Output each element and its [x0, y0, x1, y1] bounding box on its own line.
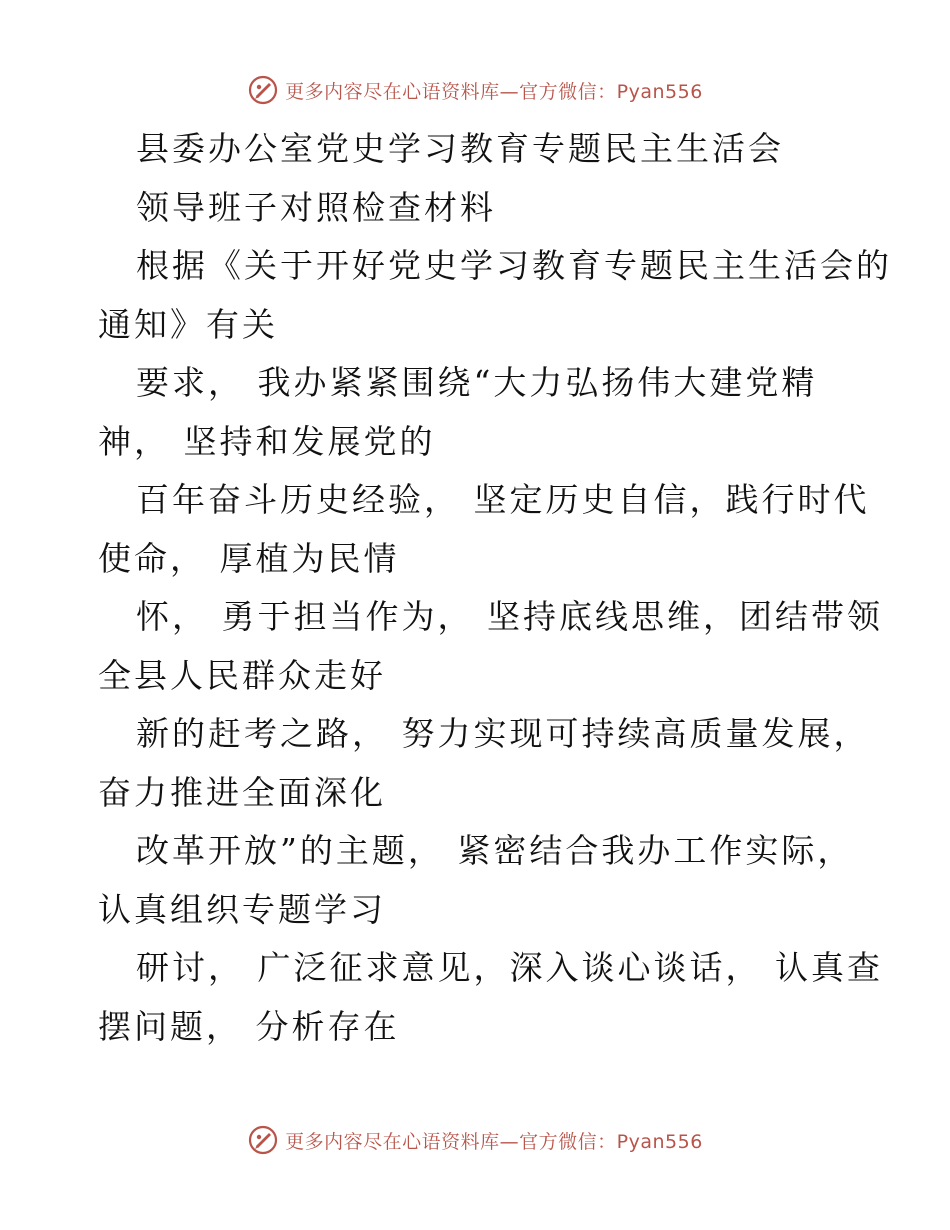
paragraph-line: 研讨， 广泛征求意见，深入谈心谈话， 认真查: [136, 948, 883, 987]
paragraph-line: 新的赶考之路， 努力实现可持续高质量发展，: [136, 714, 870, 753]
header-banner: [0, 70, 950, 110]
paragraph-line: 摆问题， 分析存在: [98, 1006, 400, 1046]
paragraph-line: 百年奋斗历史经验， 坚定历史自信，践行时代: [136, 480, 870, 519]
paragraph-line: 通知》有关: [98, 304, 278, 344]
header-banner-text: 更多内容尽在心语资料库—官方微信：Pyan556: [285, 80, 703, 103]
paragraph-line: 神， 坚持和发展党的: [98, 421, 436, 461]
document-subtitle-line: 领导班子对照检查材料: [136, 187, 496, 227]
paragraph-line: 奋力推进全面深化: [98, 772, 386, 812]
paragraph-line: 怀， 勇于担当作为， 坚持底线思维，团结带领: [136, 597, 883, 636]
quill-seal-icon: [247, 74, 279, 106]
paragraph-line: 根据《关于开好党史学习教育专题民主生活会的: [136, 246, 892, 285]
paragraph-line: 改革开放”的主题， 紧密结合我办工作实际，: [136, 831, 854, 870]
quill-seal-icon: [247, 1124, 279, 1156]
footer-banner: [0, 1120, 950, 1160]
footer-banner-text: 更多内容尽在心语资料库—官方微信：Pyan556: [285, 1130, 703, 1153]
paragraph-line: 使命， 厚植为民情: [98, 538, 400, 578]
paragraph-line: 认真组织专题学习: [98, 889, 386, 929]
document-body: [98, 120, 892, 1056]
paragraph-line: 全县人民群众走好: [98, 655, 386, 695]
document-title-line: 县委办公室党史学习教育专题民主生活会: [136, 129, 784, 168]
paragraph-line: 要求， 我办紧紧围绕“大力弘扬伟大建党精: [136, 363, 818, 402]
